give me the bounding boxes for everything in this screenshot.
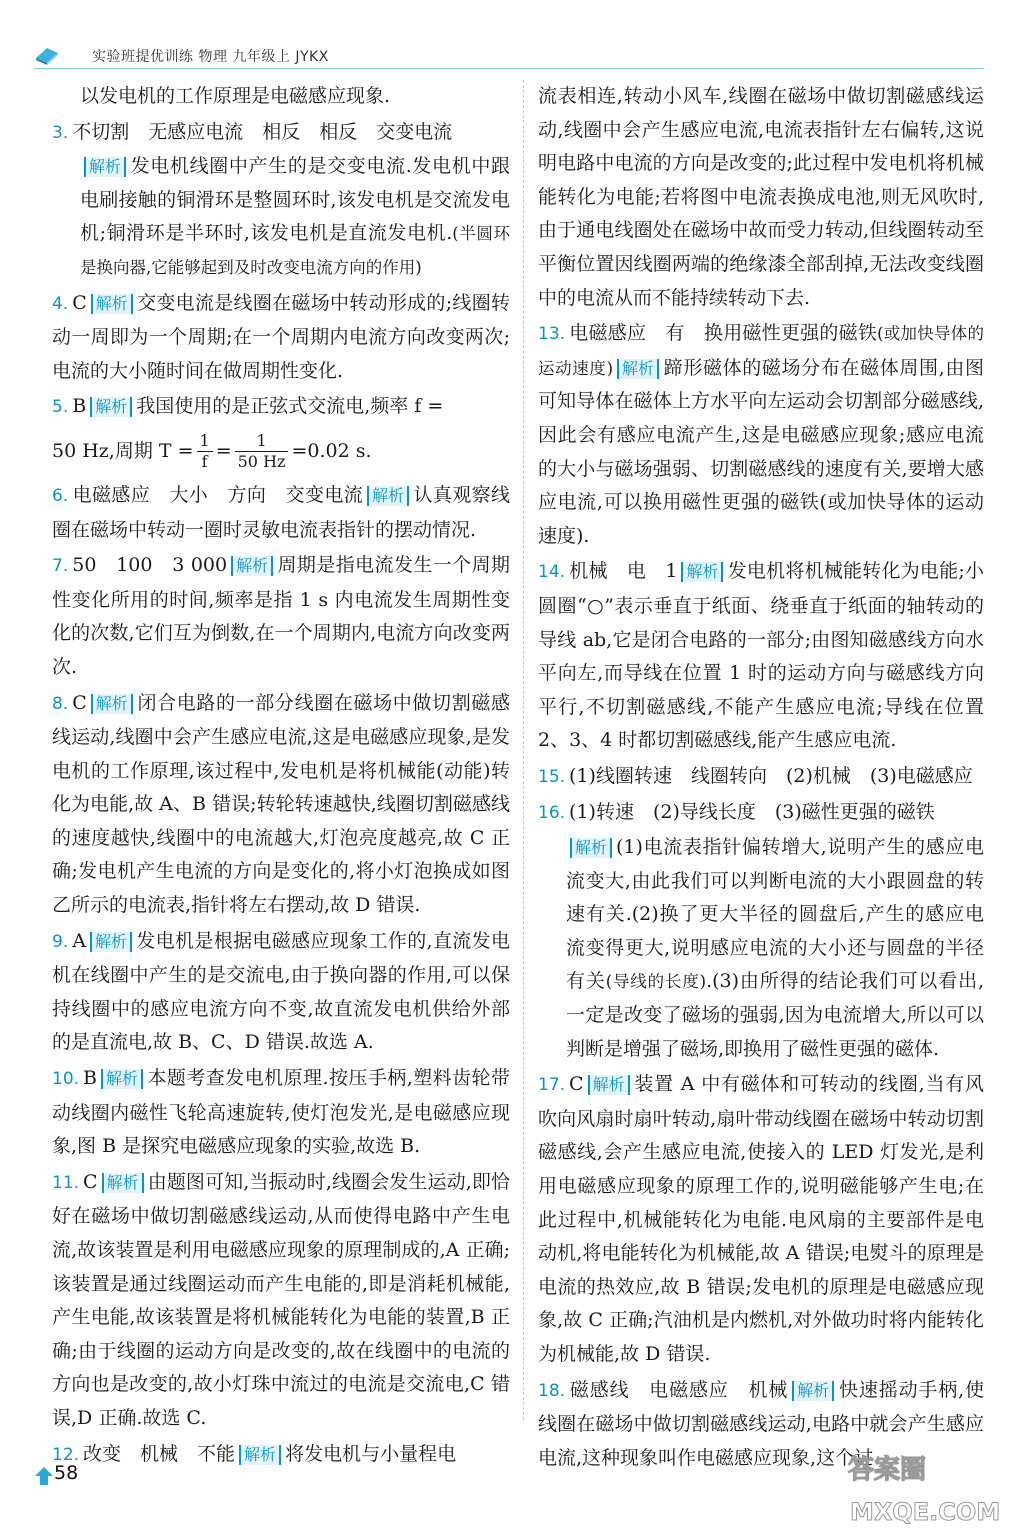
answer-item-9 bbox=[52, 925, 510, 1060]
answer-item-13 bbox=[538, 317, 984, 553]
item-number: 8. bbox=[52, 693, 69, 714]
header-title: 实验班提优训练 物理 九年级上 JYKX bbox=[92, 49, 329, 65]
item-number: 9. bbox=[52, 931, 69, 952]
item-answer: C bbox=[83, 1170, 98, 1193]
analysis-tag: 解析 bbox=[681, 562, 723, 582]
item-explanation: 发电机将机械能转化为电能;小圆圈“○”表示垂直于纸面、绕垂直于纸面的轴转动的导线 ab,它是闭合电路的一部分;由图知磁感线方向水平向左,而导线在位置 1 时的运动方向与磁感线方向平行,不切割磁感线,不能产生感应电流;导线在位置 2、3、4 时都切割磁感线,能产生感应电流. bbox=[538, 560, 984, 752]
analysis-tag: 解析 bbox=[90, 932, 132, 952]
item-explanation: 装置 A 中有磁体和可转动的线圈,当有风吹向风扇时扇叶转动,扇叶带动线圈在磁场中转动切割磁感线,会产生感应电流,使接入的 LED 灯发光,是利用电磁感应现象的原理工作的,说明磁能够产生电;在此过程中,机械能转化为电能.电风扇的主要部件是电动机,将电能转化为机械能,故 A 错误;电熨斗的原理是电流的热效应,故 B 错误;发电机的原理是电磁感应现象,故 C 正确;汽油机是内燃机,对外做功时将内能转化为机械能,故 D 错误. bbox=[538, 1073, 984, 1365]
item-answer: 电磁感应 有 换用磁性更强的磁铁 bbox=[569, 322, 878, 345]
period-formula: 50 Hz,周期 T = $\frac{1}{f}$ = $\frac{1}{50 Hz}$ =0.02 s. bbox=[52, 431, 372, 472]
item-explanation-2: .(3)由所得的结论我们可以看出,一定是改变了磁场的强弱,因为电流增大,所以可以判断是增强了磁场,即换用了磁性更强的磁体. bbox=[566, 970, 984, 1060]
right-column bbox=[538, 80, 984, 1475]
item-explanation: 由题图可知,当振动时,线圈会发生运动,即恰好在磁场中做切割磁感线运动,从而使得电路中产生电流,故该装置是利用电磁感应现象的原理制成的,A 正确;该装置是通过线圈运动而产生电能的,即是消耗机械能,产生电能,故该装置是将机械能转化为电能的装置,B 正确;由于线圈的运动方向是改变的,故在线圈中的电流的方向也是改变的,故小灯珠中流过的电流是交流电,C 错误,D 正确.故选 C. bbox=[52, 1170, 510, 1429]
item-number: 5. bbox=[52, 397, 69, 418]
item-number: 10. bbox=[52, 1069, 80, 1090]
item-number: 6. bbox=[52, 485, 69, 506]
column-divider bbox=[523, 80, 524, 1420]
item-explanation: 交变电流是线圈在磁场中转动形成的;线圈转动一周即为一个周期;在一个周期内电流方向改变两次;电流的大小随时间在做周期性变化. bbox=[52, 291, 510, 382]
watermark-url: MXQE.COM bbox=[850, 1498, 1001, 1526]
answer-item-3 bbox=[52, 116, 510, 285]
item-answer: 电磁感应 大小 方向 交变电流 bbox=[72, 483, 364, 506]
book-icon bbox=[34, 44, 60, 66]
item-answer: B bbox=[83, 1067, 98, 1090]
analysis-tag: 解析 bbox=[617, 359, 659, 379]
answer-item-4 bbox=[52, 287, 510, 389]
item-number: 15. bbox=[538, 766, 566, 787]
item-explanation: 周期是指电流发生一个周期性变化所用的时间,频率是指 1 s 内电流发生周期性变化的次数,它们互为倒数,在一个周期内,电流方向改变两次. bbox=[52, 554, 510, 678]
item-note: (导线的长度) bbox=[605, 972, 707, 992]
analysis-tag: 解析 bbox=[101, 1069, 143, 1089]
analysis-tag: 解析 bbox=[239, 1445, 281, 1465]
item-explanation: (1)电流表指针偏转增大,说明产生的感应电流变大,由此我们可以判断电流的大小跟圆盘的转速有关.(2)换了更大半径的圆盘后,产生的感应电流变得更大,说明感应电流的大小还与圆盘的半径有关 bbox=[566, 836, 984, 993]
item-explanation: 认真观察线圈在磁场中转动一圈时灵敏电流表指针的摆动情况. bbox=[52, 483, 510, 541]
answer-item-12 bbox=[52, 1438, 510, 1473]
analysis-tag: 解析 bbox=[792, 1381, 834, 1401]
analysis-tag: 解析 bbox=[91, 294, 133, 314]
answer-item-16 bbox=[538, 796, 984, 1066]
item-answer: C bbox=[72, 691, 87, 714]
item-answer: 机械 电 1 bbox=[569, 560, 678, 583]
item-answer: 50 100 3 000 bbox=[72, 554, 228, 577]
analysis-tag: 解析 bbox=[231, 556, 273, 576]
fraction-1-over-f: $\frac{1}{f}$ bbox=[197, 431, 213, 472]
analysis-tag: 解析 bbox=[91, 694, 133, 714]
item-number: 17. bbox=[538, 1075, 566, 1096]
item-explanation: 发电机线圈中产生的是交变电流.发电机中跟电刷接触的铜滑环是整圆环时,该发电机是交流发电机;铜滑环是半环时,该发电机是直流发电机. bbox=[80, 155, 510, 245]
answer-item-8 bbox=[52, 687, 510, 923]
analysis-tag: 解析 bbox=[570, 838, 612, 858]
answer-item-7 bbox=[52, 549, 510, 684]
analysis-tag: 解析 bbox=[90, 397, 132, 417]
item-answer: C bbox=[72, 291, 87, 314]
item-answer: C bbox=[569, 1073, 584, 1096]
item-number: 13. bbox=[538, 324, 566, 345]
item-number: 18. bbox=[538, 1380, 566, 1401]
analysis-tag: 解析 bbox=[84, 157, 126, 177]
answer-item-11 bbox=[52, 1166, 510, 1436]
analysis-tag: 解析 bbox=[588, 1075, 630, 1095]
item-explanation: 蹄形磁体的磁场分布在磁体周围,由图可知导体在磁体上方水平向左运动会切割部分磁感线,因此会有感应电流产生,这是电磁感应现象;感应电流的大小与磁场强弱、切割磁感线的速度有关,要增大感应电流,可以换用磁性更强的磁铁(或加快导体的运动速度). bbox=[538, 356, 985, 547]
up-arrow-icon bbox=[34, 1466, 54, 1486]
item-number: 12. bbox=[52, 1444, 80, 1465]
item-note: (或加快导体的运动速度) bbox=[538, 324, 984, 378]
q2-continuation: 以发电机的工作原理是电磁感应现象. bbox=[80, 85, 391, 107]
answer-item-5 bbox=[52, 390, 510, 477]
item-number: 4. bbox=[52, 293, 69, 314]
watermark-text: 答案圈 bbox=[848, 1455, 927, 1485]
analysis-tag: 解析 bbox=[367, 486, 409, 506]
header-rule bbox=[34, 68, 984, 69]
answer-item-15 bbox=[538, 760, 984, 795]
item-answer: (1)线圈转速 线圈转向 (2)机械 (3)电磁感应 bbox=[569, 764, 973, 787]
item-explanation: 快速摇动手柄,使线圈在磁场中做切割磁感线运动,电路中就会产生感应电流,这种现象叫作电磁感应现象,这个过 bbox=[538, 1378, 984, 1469]
answer-item-17 bbox=[538, 1068, 984, 1371]
answer-item-14 bbox=[538, 555, 984, 758]
item-answer: A bbox=[72, 929, 86, 952]
analysis-tag: 解析 bbox=[102, 1173, 144, 1193]
page-header bbox=[34, 42, 984, 68]
page-number: 58 bbox=[54, 1462, 79, 1484]
item-answer: (1)转速 (2)导线长度 (3)磁性更强的磁铁 bbox=[569, 801, 935, 824]
item-explanation: 我国使用的是正弦式交流电,频率 f = bbox=[136, 395, 444, 418]
item-number: 14. bbox=[538, 562, 566, 583]
item-explanation: 发电机是根据电磁感应现象工作的,直流发电机在线圈中产生的是交流电,由于换向器的作用,可以保持线圈中的感应电流方向不变,故直流发电机供给外部的是直流电,故 B、C、D 错误.故选 A. bbox=[52, 929, 510, 1054]
answer-item-6 bbox=[52, 479, 510, 547]
item-number: 11. bbox=[52, 1172, 80, 1193]
item-answer: B bbox=[72, 395, 87, 418]
item-number: 7. bbox=[52, 556, 69, 577]
watermark-logo bbox=[830, 1440, 1020, 1530]
left-column bbox=[52, 80, 510, 1472]
q12-continuation: 流表相连,转动小风车,线圈在磁场中做切割磁感线运动,线圈中会产生感应电流,电流表指针左右偏转,这说明电路中电流的方向是改变的;此过程中发电机将机械能转化为电能;若将图中电流表换成电池,则无风吹时,由于通电线圈处在磁场中故而受力转动,但线圈转动至平衡位置因线圈两端的绝缘漆全部刮掉,无法改变线圈中的电流从而不能持续转动下去. bbox=[538, 85, 984, 309]
item-answer: 不切割 无感应电流 相反 相反 交变电流 bbox=[72, 120, 453, 143]
item-answer: 磁感线 电磁感应 机械 bbox=[569, 1378, 789, 1401]
item-number: 16. bbox=[538, 803, 566, 824]
answer-item-10 bbox=[52, 1062, 510, 1164]
item-explanation: 本题考查发电机原理.按压手柄,塑料齿轮带动线圈内磁性飞轮高速旋转,使灯泡发光,是电磁感应现象,图 B 是探究电磁感应现象的实验,故选 B. bbox=[52, 1067, 510, 1158]
item-answer: 改变 机械 不能 bbox=[83, 1442, 236, 1465]
item-note: (半圆环是换向器,它能够起到及时改变电流方向的作用) bbox=[80, 224, 511, 277]
item-explanation: 闭合电路的一部分线圈在磁场中做切割磁感线运动,线圈中会产生感应电流,这是电磁感应现象,是发电机的工作原理,该过程中,发电机是将机械能(动能)转化为电能,故 A、B 错误;转轮转速越快,线圈切割磁感线的速度越快,线圈中的电流越大,灯泡亮度越亮,故 C 正确;发电机产生电流的方向是变化的,将小灯泡换成如图乙所示的电流表,指针将左右摆动,故 D 错误. bbox=[52, 691, 510, 917]
item-explanation: 将发电机与小量程电 bbox=[285, 1442, 457, 1465]
fraction-1-over-50hz: $\frac{1}{50 Hz}$ bbox=[235, 431, 289, 472]
item-number: 3. bbox=[52, 122, 69, 143]
